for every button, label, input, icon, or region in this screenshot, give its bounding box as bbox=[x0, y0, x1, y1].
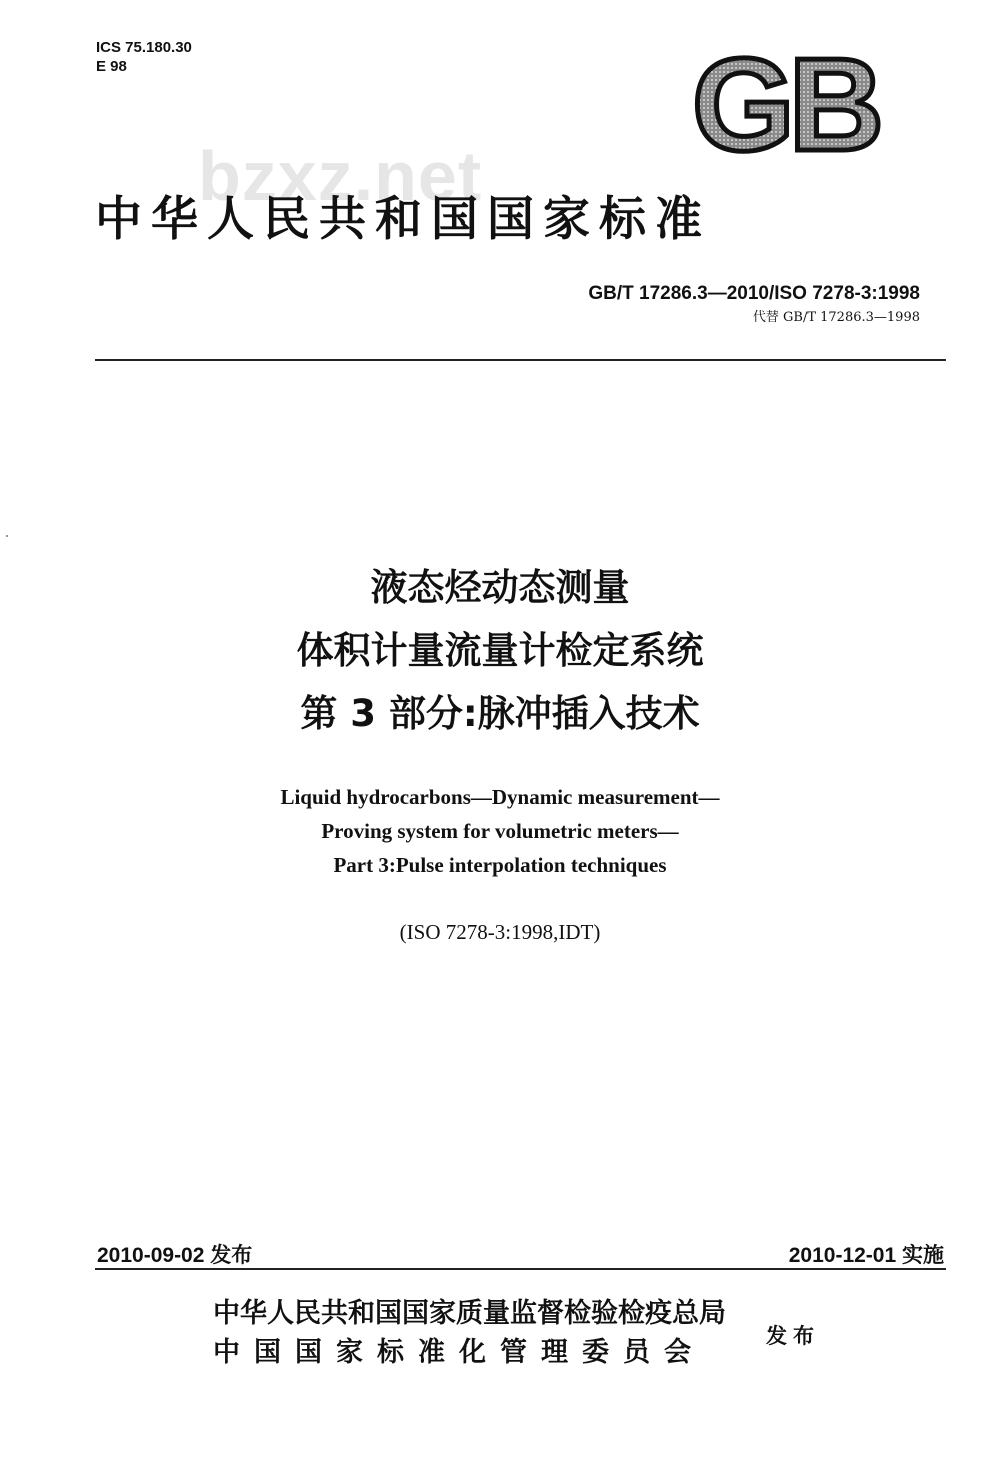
top-divider bbox=[95, 359, 946, 361]
logo-lettering: GB bbox=[692, 50, 878, 160]
en-title-line-2: Proving system for volumetric meters— bbox=[321, 819, 679, 843]
watermark: bzxz.net bbox=[198, 137, 483, 215]
ics-code: ICS 75.180.30 bbox=[96, 39, 192, 56]
issue-date: 2010-09-02 发布 bbox=[97, 1244, 253, 1267]
publish-label: 发布 bbox=[766, 1323, 820, 1348]
issuing-org-2: 中国国家标准化管理委员会 bbox=[213, 1337, 705, 1368]
ccs-code: E 98 bbox=[96, 58, 127, 75]
implementation-date: 2010-12-01 实施 bbox=[788, 1244, 944, 1267]
cn-title-line-3: 第 3 部分:脉冲插入技术 bbox=[300, 692, 700, 735]
scan-speck bbox=[6, 535, 8, 537]
bottom-divider bbox=[95, 1268, 946, 1270]
iso-equivalence: (ISO 7278-3:1998,IDT) bbox=[399, 920, 601, 944]
en-title-line-3: Part 3:Pulse interpolation techniques bbox=[333, 853, 667, 877]
issuing-org-1: 中华人民共和国国家质量监督检验检疫总局 bbox=[213, 1298, 726, 1329]
standard-number: GB/T 17286.3—2010/ISO 7278-3:1998 bbox=[588, 283, 920, 304]
classification-codes bbox=[96, 38, 192, 76]
en-title-line-1: Liquid hydrocarbons—Dynamic measurement— bbox=[280, 785, 720, 809]
national-standard-heading: 中华人民共和国国家标准 bbox=[95, 192, 711, 247]
replaces-note: 代替 GB/T 17286.3—1998 bbox=[752, 310, 920, 325]
gb-logo bbox=[682, 50, 888, 160]
cn-title-line-2: 体积计量流量计检定系统 bbox=[296, 629, 704, 672]
cn-title-line-1: 液态烃动态测量 bbox=[370, 566, 630, 609]
